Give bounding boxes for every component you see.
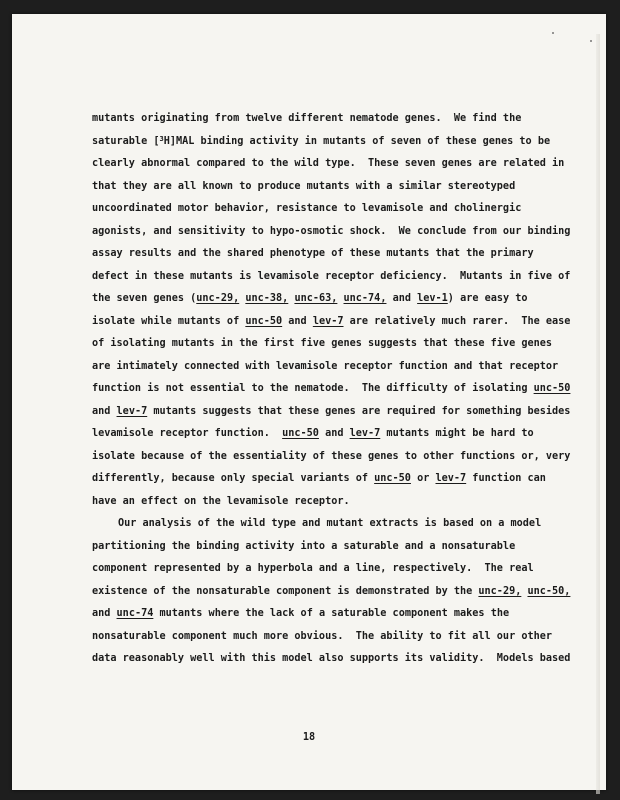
gene-name: unc-29, — [478, 585, 522, 597]
superscript: 3 — [159, 134, 164, 143]
text-segment: clearly abnormal compared to the wild type. These seven genes are related in — [92, 158, 565, 169]
gene-name: unc-38, — [245, 293, 289, 304]
gene-name: lev-7 — [435, 473, 467, 484]
gene-name: lev-7 — [116, 405, 148, 417]
text-line — [92, 356, 562, 379]
gene-name: unc-50 — [533, 383, 571, 394]
text-segment: or — [410, 473, 436, 484]
text-segment: H]MAL binding activity in mutants of seven of these genes to be — [163, 135, 551, 147]
text-line — [92, 266, 571, 289]
text-segment: nonsaturable component much more obvious. The ability to fit all our other — [92, 630, 553, 642]
gene-name: unc-63, — [294, 293, 338, 304]
text-segment: mutants where the lack of a saturable component makes the — [153, 608, 510, 619]
page-number: 18 — [302, 732, 316, 743]
text-segment: partitioning the binding activity into a saturable and a nonsaturable — [92, 540, 516, 552]
document-page — [12, 14, 606, 790]
text-segment: defect in these mutants is levamisole receptor deficiency. Mutants in five of — [92, 270, 571, 282]
text-segment: Our analysis of the wild type and mutant extracts is based on a model — [118, 518, 542, 529]
gene-name: unc-50 — [245, 315, 283, 327]
text-line — [92, 401, 571, 424]
text-line — [92, 333, 562, 356]
text-line — [92, 378, 571, 401]
text-line — [92, 198, 562, 221]
text-segment: uncoordinated motor behavior, resistance to levamisole and cholinergic — [92, 203, 522, 214]
text-segment: mutants suggests that these genes are required for something besides — [147, 405, 571, 417]
text-segment: and — [92, 608, 117, 619]
text-line — [92, 513, 562, 536]
text-segment: function is not essential to the nematode. The difficulty of isolating — [92, 383, 534, 394]
text-segment: and — [386, 293, 418, 304]
gene-name: unc-50, — [527, 585, 571, 597]
text-segment: isolate while mutants of — [92, 315, 246, 327]
text-segment: function can — [466, 473, 546, 484]
text-segment: and — [92, 405, 117, 417]
text-segment: ) are easy to — [447, 293, 528, 304]
paper-speck — [590, 40, 592, 42]
text-line — [92, 536, 562, 559]
text-segment: mutants might be hard to — [380, 428, 534, 439]
gene-name: unc-74, — [343, 293, 387, 304]
text-line — [92, 176, 562, 199]
gene-name: lev-1 — [417, 293, 448, 304]
text-line — [92, 603, 562, 626]
text-line — [92, 468, 562, 491]
text-segment: levamisole receptor function. — [92, 428, 283, 439]
gene-name: lev-7 — [312, 315, 344, 327]
text-line — [92, 446, 571, 469]
text-segment: component represented by a hyperbola and a line, respectively. The real — [92, 563, 534, 574]
page-edge-shadow — [596, 34, 600, 794]
text-segment: mutants originating from twelve different nematode genes. We find the — [92, 113, 522, 124]
text-segment: agonists, and sensitivity to hypo-osmotic shock. We conclude from our binding — [92, 225, 571, 237]
gene-name: lev-7 — [349, 428, 381, 439]
text-segment: the seven genes ( — [92, 293, 197, 304]
paper-speck — [552, 32, 554, 34]
text-segment: that they are all known to produce mutants with a similar stereotyped — [92, 180, 516, 192]
text-line — [92, 108, 562, 131]
text-segment: data reasonably well with this model also supports its validity. Models based — [92, 653, 571, 664]
text-line — [92, 581, 571, 604]
text-segment: isolate because of the essentiality of these genes to other functions or, very — [92, 450, 571, 462]
body-text — [92, 108, 571, 671]
text-line — [92, 221, 571, 244]
text-line — [92, 131, 562, 154]
text-segment: have an effect on the levamisole receptor. — [92, 495, 350, 507]
text-segment: and — [282, 315, 313, 327]
gene-name: unc-50 — [282, 428, 319, 439]
text-line — [92, 288, 562, 311]
text-line — [92, 243, 562, 266]
text-line — [92, 153, 565, 176]
text-segment: are relatively much rarer. The ease — [343, 315, 571, 327]
gene-name: unc-29, — [196, 293, 240, 304]
text-line — [92, 491, 562, 514]
text-segment: existence of the nonsaturable component is demonstrated by the — [92, 585, 479, 597]
text-segment: of isolating mutants in the first five genes suggests that these five genes — [92, 338, 553, 349]
text-segment: saturable [ — [92, 135, 160, 147]
text-line — [92, 558, 562, 581]
text-segment: assay results and the shared phenotype of these mutants that the primary — [92, 248, 534, 259]
text-line — [92, 423, 562, 446]
text-segment: and — [318, 428, 350, 439]
text-line — [92, 626, 562, 649]
text-line — [92, 311, 571, 334]
text-segment: differently, because only special variants of — [92, 473, 375, 484]
text-segment: are intimately connected with levamisole receptor function and that receptor — [92, 360, 559, 372]
gene-name: unc-50 — [374, 473, 411, 484]
text-line — [92, 648, 571, 671]
gene-name: unc-74 — [116, 608, 154, 619]
